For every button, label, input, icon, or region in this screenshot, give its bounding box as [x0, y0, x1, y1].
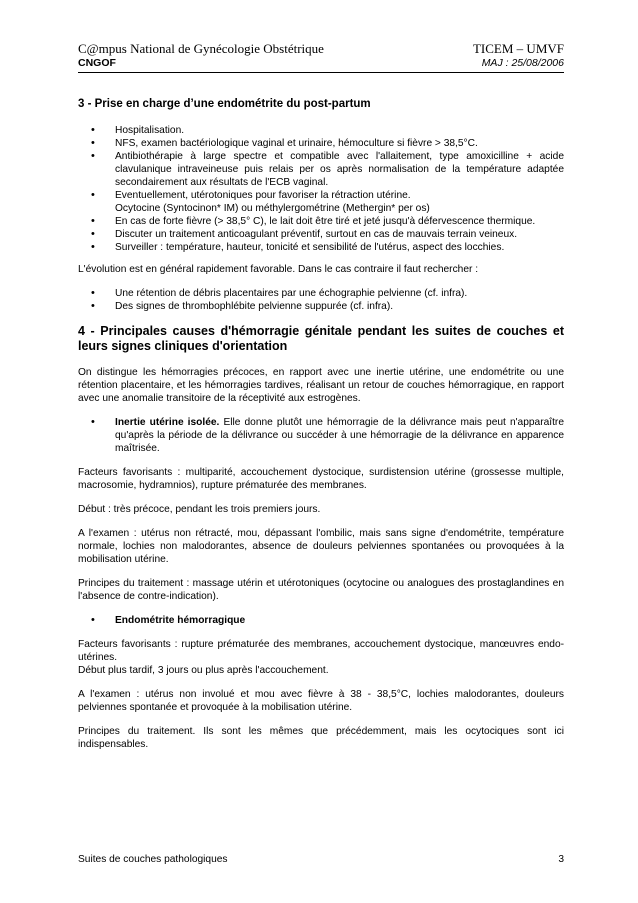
list-item: • Discuter un traitement anticoagulant préventif, surtout en cas de mauvais terrain veineux. [78, 228, 564, 241]
list-item: • Antibiothérapie à large spectre et compatible avec l'allaitement, type amoxicilline + acide clavulanique intraveineuse puis relais per os après normalisation de la température adaptée secondairement aux résultats de l'ECB vaginal. [78, 150, 564, 189]
list-item: • NFS, examen bactériologique vaginal et urinaire, hémoculture si fièvre > 38,5°C. [78, 137, 564, 150]
header-organization: TICEM – UMVF [472, 41, 564, 56]
inertie-text: Elle donne plutôt une hémorragie de la délivrance mais peut n'apparaître qu'après la période de la délivrance ou succéder à une hémorragie de la délivrance en apparence maîtrisée. [115, 417, 564, 454]
list-item [78, 614, 564, 627]
list-item: • Des signes de thrombophlébite pelvienne suppurée (cf. infra). [78, 300, 564, 313]
footer-title: Suites de couches pathologiques [78, 854, 228, 865]
examen-paragraph: A l'examen : utérus non rétracté, mou, dépassant l'ombilic, mais sans signe d'endométrite, température normale, lochies non malodorantes, absence de douleurs pelviennes spontanées ou provoquées à la mobilisation utérine. [78, 528, 564, 565]
list-item: • En cas de forte fièvre (> 38,5° C), le lait doit être tiré et jeté jusqu'à défervescence thermique. [78, 215, 564, 228]
endometrite-title: Endométrite hémorragique [115, 615, 246, 626]
list-item [78, 189, 564, 215]
principes-paragraph: Principes du traitement : massage utérin et utérotoniques (ocytocine ou analogues des prostaglandines en l'absence de contre-indication). [78, 578, 564, 602]
intro-paragraph: On distingue les hémorragies précoces, en rapport avec une inertie utérine, une endométrite ou une rétention placentaire, et les hémorragies tardives, réalisant un retour de couches hémorragique, en rapport avec une anomalie transitoire de la réceptivité aux estrogènes. [78, 367, 564, 404]
facteurs-paragraph: Facteurs favorisants : multiparité, accouchement dystocique, surdistension utérine (grossesse multiple, macrosomie, hydramnios), rupture prématurée des membranes. [78, 467, 564, 491]
debut-paragraph-2: Début plus tardif, 3 jours ou plus après l'accouchement. [78, 665, 329, 676]
list-item: • Surveiller : température, hauteur, tonicité et sensibilité de l'utérus, aspect des locchies. [78, 241, 564, 254]
debut-paragraph: Début : très précoce, pendant les trois premiers jours. [78, 504, 321, 515]
list-item [78, 416, 564, 455]
list-item-text: Eventuellement, utérotoniques pour favoriser la rétraction utérine. [115, 190, 411, 201]
section-3-heading: 3 - Prise en charge d’une endométrite du post-partum [78, 98, 371, 110]
treatment-list [78, 124, 564, 254]
header-org-code: CNGOF [78, 57, 116, 69]
list-item: • Hospitalisation. [78, 124, 564, 137]
header-update-date: MAJ : 25/08/2006 [481, 57, 564, 69]
header-divider [78, 72, 564, 73]
section-4-heading: 4 - Principales causes d'hémorragie génitale pendant les suites de couches et leurs signes cliniques d'orientation [78, 324, 564, 353]
list-item: • Une rétention de débris placentaires par une échographie pelvienne (cf. infra). [78, 287, 564, 300]
evolution-paragraph: L'évolution est en général rapidement favorable. Dans le cas contraire il faut rechercher : [78, 264, 479, 275]
header-title: C@mpus National de Gynécologie Obstétrique [78, 41, 324, 56]
page-number: 3 [558, 854, 564, 865]
page-subheader [78, 57, 564, 71]
search-list [78, 287, 564, 313]
page-header [78, 41, 564, 57]
inertie-list [78, 416, 564, 455]
list-item-text-line2: Ocytocine (Syntocinon* IM) ou méthylergométrine (Methergin* per os) [115, 203, 430, 214]
inertie-title: Inertie utérine isolée. [115, 417, 220, 428]
endometrite-list [78, 614, 564, 627]
principes-paragraph-2: Principes du traitement. Ils sont les mêmes que précédemment, mais les ocytociques sont ici indispensables. [78, 726, 564, 750]
examen-paragraph-2: A l'examen : utérus non involué et mou avec fièvre à 38 - 38,5°C, lochies malodorantes, douleurs pelviennes spontanée et provoquée à la mobilisation utérine. [78, 689, 564, 713]
document-body [78, 97, 564, 751]
facteurs-paragraph-2: Facteurs favorisants : rupture prématurée des membranes, accouchement dystocique, manœuvres endo-utérines. [78, 639, 564, 663]
